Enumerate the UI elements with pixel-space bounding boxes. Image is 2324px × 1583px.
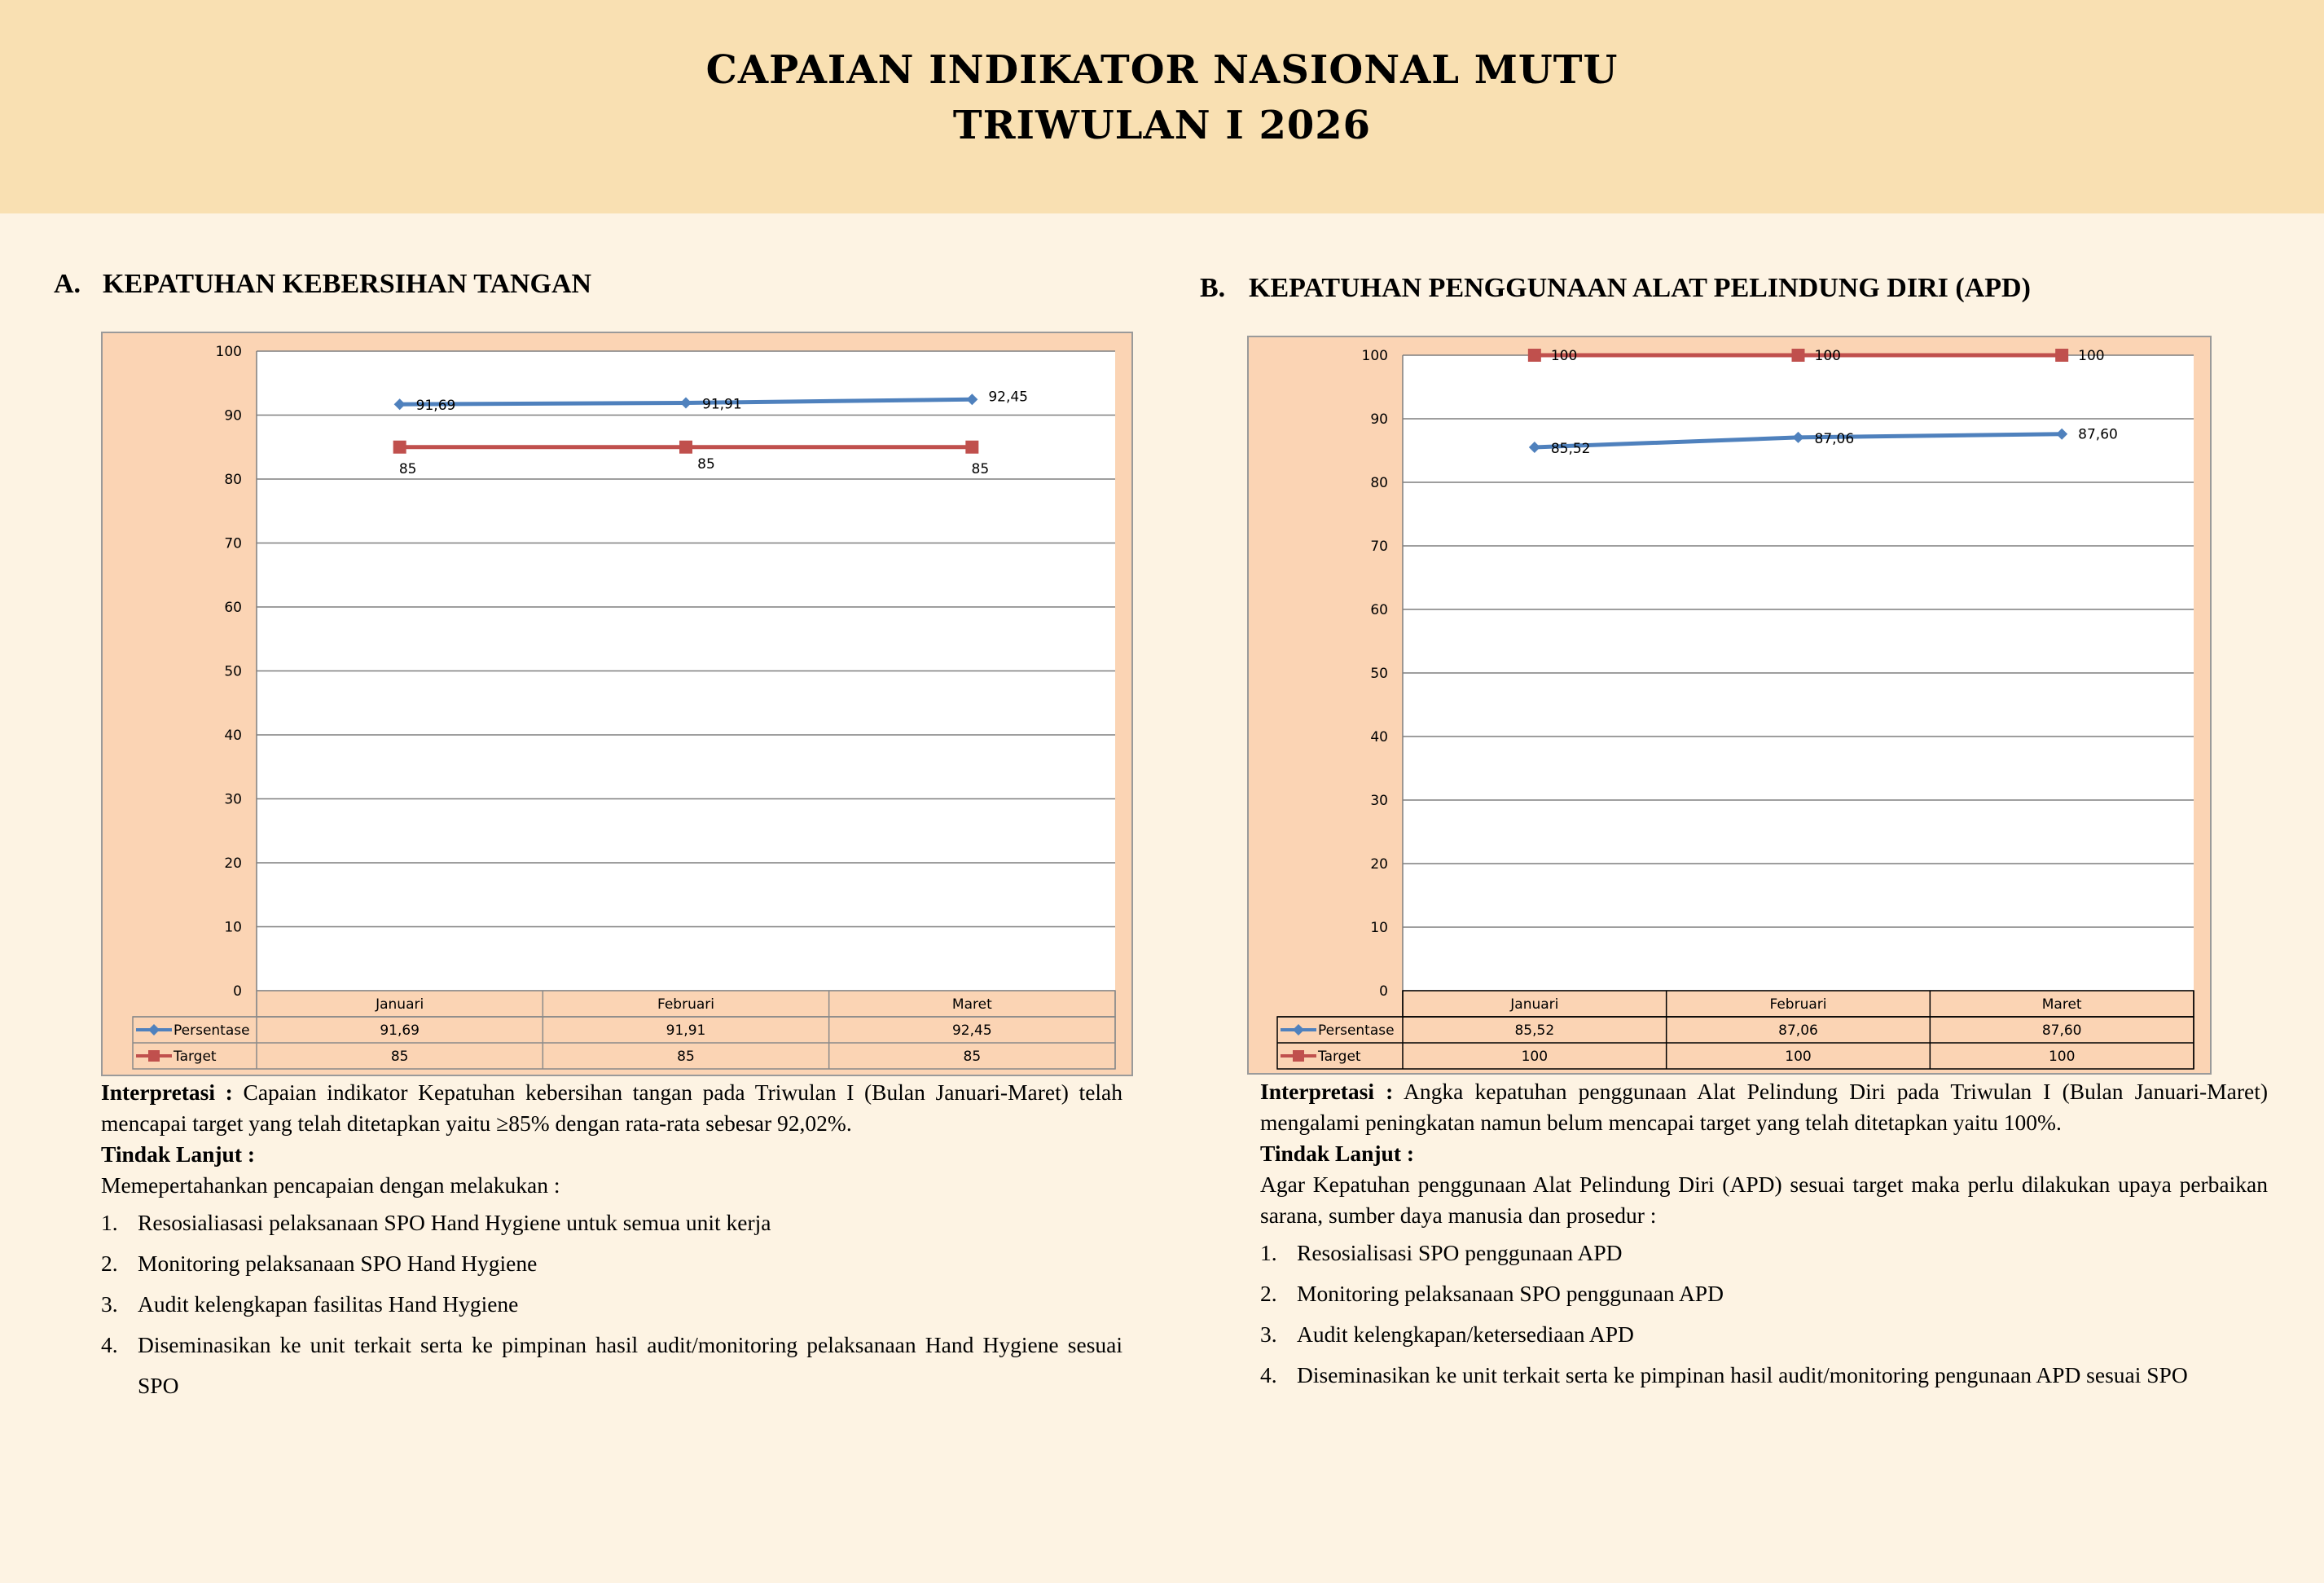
data-table-value: 91,91 [666,1022,706,1039]
data-table-value: 85 [390,1049,409,1065]
chart-a-frame [101,332,1133,1076]
y-tick-label: 80 [224,472,242,488]
data-table-value: 100 [2048,1049,2076,1065]
y-tick-label: 90 [1370,411,1388,428]
x-category-label: Februari [1769,996,1827,1013]
y-tick-label: 40 [1370,729,1388,745]
data-label-target: 85 [697,455,715,473]
data-label-target: 100 [1814,348,1841,364]
legend-key-marker [148,1050,160,1062]
y-tick-label: 100 [215,344,242,360]
data-label-target: 100 [2078,348,2105,364]
x-category-label: Maret [951,996,992,1013]
section-b-heading [1200,273,2031,304]
y-tick-label: 80 [1370,475,1388,491]
legend-label: Persentase [174,1022,250,1039]
data-point-target [679,441,692,454]
list-item: 2. Monitoring pelaksanaan SPO Hand Hygiene [101,1251,538,1276]
y-tick-label: 30 [1370,793,1388,809]
section-b-number: B. [1200,273,1226,303]
y-tick-label: 100 [1361,348,1388,364]
list-item: 3. Audit kelengkapan fasilitas Hand Hygiene [101,1291,519,1317]
data-label-persentase: 91,91 [702,396,742,413]
y-tick-label: 90 [224,407,242,424]
section-a-interpretasi-text: Capaian indikator Kepatuhan kebersihan tangan pada Triwulan I (Bulan Januari-Maret) telah mencapai target yang telah ditetapkan yaitu ≥85% dengan rata-rata sebesar 92,02%. [101,1080,1123,1136]
section-a-title: KEPATUHAN KEBERSIHAN TANGAN [103,269,592,299]
section-b-action-list [1260,1233,2268,1396]
y-tick-label: 70 [1370,539,1388,555]
data-label-persentase: 92,45 [988,389,1029,406]
list-item: 4. Diseminasikan ke unit terkait serta ke pimpinan hasil audit/monitoring pelaksanaan Hand Hygiene sesuai SPO [101,1332,1122,1398]
data-label-target: 85 [971,460,990,477]
x-category-label: Februari [657,996,714,1013]
legend-key-marker [148,1024,160,1036]
section-b-interpretasi-label: Interpretasi : [1260,1079,1394,1104]
section-b-interpretasi-text: Angka kepatuhan penggunaan Alat Pelindung Diri pada Triwulan I (Bulan Januari-Maret) mengalami peningkatan namun belum mencapai target yang telah ditetapkan yaitu 100%. [1260,1079,2268,1135]
x-category-label: Januari [1510,996,1559,1013]
section-b-tindak-lanjut-label: Tindak Lanjut : [1260,1141,1415,1166]
data-label-persentase: 87,60 [2078,426,2118,443]
y-tick-label: 30 [224,791,242,808]
legend-key-marker [1293,1050,1304,1062]
list-item: 1. Resosialisasi SPO penggunaan APD [1260,1240,1623,1265]
x-category-label: Maret [2041,996,2082,1013]
chart-b-frame [1247,336,2212,1075]
y-tick-label: 70 [224,535,242,552]
data-table-value: 100 [1785,1049,1812,1065]
data-point-target [965,441,978,454]
section-a-action-list [101,1203,1122,1406]
y-tick-label: 20 [224,855,242,872]
list-item: 3. Audit kelengkapan/ketersediaan APD [1260,1321,1634,1347]
chart-a-svg [103,333,1135,1078]
list-item: 4. Diseminasikan ke unit terkait serta ke pimpinan hasil audit/monitoring pengunaan APD sesuai SPO [1260,1362,2188,1387]
y-tick-label: 60 [224,600,242,616]
section-a-text [101,1077,1122,1406]
data-table-value: 100 [1521,1049,1549,1065]
y-tick-label: 50 [1370,666,1388,682]
section-a-interpretasi-label: Interpretasi : [101,1080,233,1105]
section-b-text [1260,1076,2268,1396]
y-tick-label: 40 [224,728,242,744]
y-tick-label: 10 [224,919,242,936]
list-item: 2. Monitoring pelaksanaan SPO penggunaan APD [1260,1281,1724,1306]
data-table-value: 92,45 [951,1022,992,1039]
y-tick-label: 0 [1379,983,1388,1000]
section-b-tindak-lanjut-intro: Agar Kepatuhan penggunaan Alat Pelindung Diri (APD) sesuai target maka perlu dilakukan upaya perbaikan sarana, sumber daya manusia dan prosedur : [1260,1172,2268,1228]
data-table-value: 91,69 [380,1022,420,1039]
section-a-tindak-lanjut-intro: Memepertahankan pencapaian dengan melakukan : [101,1172,560,1198]
data-label-target: 100 [1550,348,1578,364]
legend-key-marker [1293,1024,1304,1036]
y-tick-label: 0 [233,983,242,1000]
y-tick-label: 50 [224,663,242,680]
data-table-value: 87,06 [1778,1022,1818,1039]
data-point-target [393,441,406,454]
data-table-value: 85 [677,1049,695,1065]
data-point-target [1792,349,1805,362]
data-point-target [1528,349,1541,362]
x-category-label: Januari [376,996,424,1013]
section-b-title: KEPATUHAN PENGGUNAAN ALAT PELINDUNG DIRI (APD) [1249,273,2031,303]
y-tick-label: 10 [1370,920,1388,936]
data-label-persentase: 91,69 [415,398,456,415]
legend-label: Persentase [1318,1022,1395,1039]
legend-label: Target [1318,1049,1361,1065]
data-table-value: 87,60 [2041,1022,2082,1039]
section-b-interpretasi [1260,1076,2268,1138]
section-a-heading [54,269,591,300]
page-header [0,0,2324,213]
data-label-target: 85 [398,460,417,477]
data-table-value: 85,52 [1514,1022,1555,1039]
page-title-line2: TRIWULAN I 2026 [952,103,1372,148]
section-a-interpretasi [101,1077,1122,1139]
list-item: 1. Resosialiasasi pelaksanaan SPO Hand Hygiene untuk semua unit kerja [101,1210,771,1235]
data-table-value: 85 [963,1049,982,1065]
data-label-persentase: 87,06 [1814,430,1855,447]
chart-b-svg [1249,337,2213,1076]
legend-label: Target [174,1049,217,1065]
section-a-tindak-lanjut-label: Tindak Lanjut : [101,1141,256,1167]
data-point-target [2055,349,2068,362]
y-tick-label: 20 [1370,856,1388,873]
page-title-line1: CAPAIAN INDIKATOR NASIONAL MUTU [705,47,1619,93]
section-a-number: A. [54,269,81,299]
data-label-persentase: 85,52 [1550,440,1591,457]
y-tick-label: 60 [1370,602,1388,618]
